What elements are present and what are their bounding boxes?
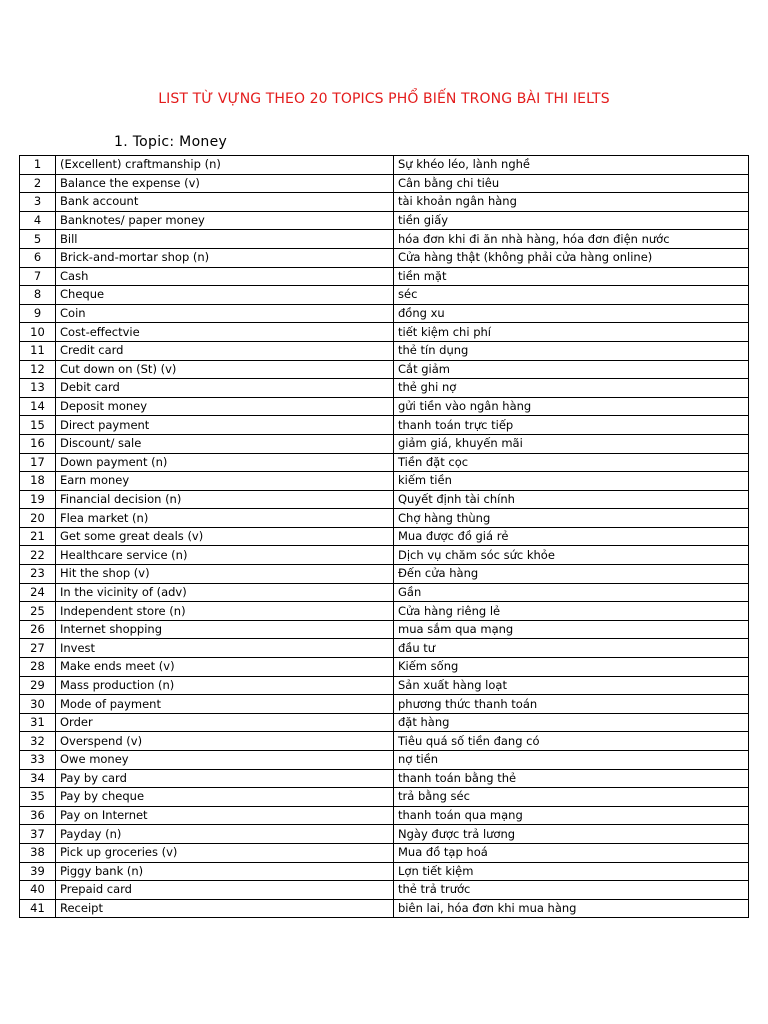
english-term: Pay by cheque [56, 788, 394, 807]
row-number: 12 [20, 360, 56, 379]
english-term: Piggy bank (n) [56, 862, 394, 881]
english-term: Earn money [56, 472, 394, 491]
vietnamese-meaning: phương thức thanh toán [394, 695, 749, 714]
table-row [20, 546, 749, 565]
english-term: Pick up groceries (v) [56, 843, 394, 862]
row-number: 30 [20, 695, 56, 714]
english-term: Make ends meet (v) [56, 658, 394, 677]
table-row [20, 751, 749, 770]
table-row [20, 583, 749, 602]
row-number: 8 [20, 286, 56, 305]
table-row [20, 434, 749, 453]
vietnamese-meaning: tiền giấy [394, 211, 749, 230]
vietnamese-meaning: thẻ trả trước [394, 881, 749, 900]
english-term: Bill [56, 230, 394, 249]
table-row [20, 341, 749, 360]
vietnamese-meaning: Cắt giảm [394, 360, 749, 379]
row-number: 31 [20, 713, 56, 732]
vocabulary-table [19, 155, 749, 918]
row-number: 27 [20, 639, 56, 658]
english-term: Debit card [56, 379, 394, 398]
english-term: Cost-effectvie [56, 323, 394, 342]
table-row [20, 899, 749, 918]
english-term: Owe money [56, 751, 394, 770]
row-number: 35 [20, 788, 56, 807]
row-number: 22 [20, 546, 56, 565]
row-number: 10 [20, 323, 56, 342]
english-term: Prepaid card [56, 881, 394, 900]
table-row [20, 527, 749, 546]
table-row [20, 881, 749, 900]
vietnamese-meaning: thanh toán bằng thẻ [394, 769, 749, 788]
vietnamese-meaning: Dịch vụ chăm sóc sức khỏe [394, 546, 749, 565]
table-row [20, 472, 749, 491]
table-row [20, 230, 749, 249]
english-term: Internet shopping [56, 620, 394, 639]
table-row [20, 769, 749, 788]
vietnamese-meaning: tiền mặt [394, 267, 749, 286]
table-row [20, 732, 749, 751]
row-number: 19 [20, 490, 56, 509]
table-row [20, 360, 749, 379]
table-row [20, 695, 749, 714]
vietnamese-meaning: mua sắm qua mạng [394, 620, 749, 639]
english-term: Invest [56, 639, 394, 658]
row-number: 21 [20, 527, 56, 546]
english-term: Mode of payment [56, 695, 394, 714]
row-number: 6 [20, 248, 56, 267]
english-term: Pay by card [56, 769, 394, 788]
section-heading: 1. Topic: Money [114, 134, 228, 150]
english-term: In the vicinity of (adv) [56, 583, 394, 602]
vietnamese-meaning: Chợ hàng thùng [394, 509, 749, 528]
row-number: 33 [20, 751, 56, 770]
row-number: 24 [20, 583, 56, 602]
english-term: Hit the shop (v) [56, 565, 394, 584]
row-number: 11 [20, 341, 56, 360]
english-term: (Excellent) craftmanship (n) [56, 156, 394, 175]
row-number: 32 [20, 732, 56, 751]
vietnamese-meaning: hóa đơn khi đi ăn nhà hàng, hóa đơn điện nước [394, 230, 749, 249]
vietnamese-meaning: Cân bằng chi tiêu [394, 174, 749, 193]
table-row [20, 639, 749, 658]
vietnamese-meaning: gửi tiền vào ngân hàng [394, 397, 749, 416]
vietnamese-meaning: thẻ tín dụng [394, 341, 749, 360]
table-row [20, 806, 749, 825]
vietnamese-meaning: tiết kiệm chi phí [394, 323, 749, 342]
vietnamese-meaning: Tiêu quá số tiền đang có [394, 732, 749, 751]
vietnamese-meaning: Đến cửa hàng [394, 565, 749, 584]
english-term: Cut down on (St) (v) [56, 360, 394, 379]
table-row [20, 304, 749, 323]
row-number: 28 [20, 658, 56, 677]
english-term: Cheque [56, 286, 394, 305]
vietnamese-meaning: Gần [394, 583, 749, 602]
vietnamese-meaning: Quyết định tài chính [394, 490, 749, 509]
english-term: Credit card [56, 341, 394, 360]
row-number: 9 [20, 304, 56, 323]
english-term: Financial decision (n) [56, 490, 394, 509]
row-number: 1 [20, 156, 56, 175]
table-row [20, 323, 749, 342]
table-row [20, 658, 749, 677]
english-term: Coin [56, 304, 394, 323]
english-term: Receipt [56, 899, 394, 918]
table-row [20, 453, 749, 472]
english-term: Mass production (n) [56, 676, 394, 695]
vietnamese-meaning: Mua được đồ giá rẻ [394, 527, 749, 546]
vietnamese-meaning: thẻ ghi nợ [394, 379, 749, 398]
row-number: 26 [20, 620, 56, 639]
table-row [20, 620, 749, 639]
table-row [20, 286, 749, 305]
row-number: 34 [20, 769, 56, 788]
english-term: Cash [56, 267, 394, 286]
row-number: 36 [20, 806, 56, 825]
vietnamese-meaning: Ngày được trả lương [394, 825, 749, 844]
english-term: Discount/ sale [56, 434, 394, 453]
table-row [20, 490, 749, 509]
vietnamese-meaning: giảm giá, khuyến mãi [394, 434, 749, 453]
vietnamese-meaning: Tiền đặt cọc [394, 453, 749, 472]
vietnamese-meaning: Cửa hàng riêng lẻ [394, 602, 749, 621]
english-term: Overspend (v) [56, 732, 394, 751]
row-number: 15 [20, 416, 56, 435]
row-number: 20 [20, 509, 56, 528]
row-number: 23 [20, 565, 56, 584]
row-number: 37 [20, 825, 56, 844]
table-row [20, 509, 749, 528]
table-row [20, 788, 749, 807]
row-number: 3 [20, 193, 56, 212]
vietnamese-meaning: thanh toán qua mạng [394, 806, 749, 825]
row-number: 13 [20, 379, 56, 398]
table-row [20, 825, 749, 844]
vocabulary-table-body [20, 156, 749, 918]
english-term: Pay on Internet [56, 806, 394, 825]
vietnamese-meaning: Sự khéo léo, lành nghề [394, 156, 749, 175]
english-term: Payday (n) [56, 825, 394, 844]
table-row [20, 416, 749, 435]
row-number: 7 [20, 267, 56, 286]
row-number: 5 [20, 230, 56, 249]
table-row [20, 862, 749, 881]
vietnamese-meaning: đặt hàng [394, 713, 749, 732]
table-row [20, 602, 749, 621]
english-term: Down payment (n) [56, 453, 394, 472]
vietnamese-meaning: đồng xu [394, 304, 749, 323]
vietnamese-meaning: séc [394, 286, 749, 305]
table-row [20, 379, 749, 398]
row-number: 2 [20, 174, 56, 193]
vietnamese-meaning: nợ tiền [394, 751, 749, 770]
row-number: 18 [20, 472, 56, 491]
english-term: Independent store (n) [56, 602, 394, 621]
vietnamese-meaning: tài khoản ngân hàng [394, 193, 749, 212]
document-title: LIST TỪ VỰNG THEO 20 TOPICS PHỔ BIẾN TRONG BÀI THI IELTS [158, 91, 610, 107]
vietnamese-meaning: thanh toán trực tiếp [394, 416, 749, 435]
english-term: Healthcare service (n) [56, 546, 394, 565]
english-term: Deposit money [56, 397, 394, 416]
row-number: 17 [20, 453, 56, 472]
vietnamese-meaning: Mua đồ tạp hoá [394, 843, 749, 862]
table-row [20, 843, 749, 862]
english-term: Banknotes/ paper money [56, 211, 394, 230]
row-number: 14 [20, 397, 56, 416]
english-term: Get some great deals (v) [56, 527, 394, 546]
row-number: 38 [20, 843, 56, 862]
row-number: 40 [20, 881, 56, 900]
row-number: 41 [20, 899, 56, 918]
table-row [20, 676, 749, 695]
vietnamese-meaning: biên lai, hóa đơn khi mua hàng [394, 899, 749, 918]
row-number: 29 [20, 676, 56, 695]
table-row [20, 174, 749, 193]
vietnamese-meaning: trả bằng séc [394, 788, 749, 807]
table-row [20, 211, 749, 230]
english-term: Brick-and-mortar shop (n) [56, 248, 394, 267]
row-number: 39 [20, 862, 56, 881]
vietnamese-meaning: kiếm tiền [394, 472, 749, 491]
row-number: 4 [20, 211, 56, 230]
vietnamese-meaning: Lợn tiết kiệm [394, 862, 749, 881]
vietnamese-meaning: Kiếm sống [394, 658, 749, 677]
table-row [20, 565, 749, 584]
table-row [20, 156, 749, 175]
english-term: Balance the expense (v) [56, 174, 394, 193]
table-row [20, 713, 749, 732]
english-term: Bank account [56, 193, 394, 212]
row-number: 25 [20, 602, 56, 621]
english-term: Direct payment [56, 416, 394, 435]
table-row [20, 248, 749, 267]
table-row [20, 193, 749, 212]
english-term: Order [56, 713, 394, 732]
vietnamese-meaning: Cửa hàng thật (không phải cửa hàng online) [394, 248, 749, 267]
table-row [20, 267, 749, 286]
table-row [20, 397, 749, 416]
vietnamese-meaning: Sản xuất hàng loạt [394, 676, 749, 695]
vietnamese-meaning: đầu tư [394, 639, 749, 658]
row-number: 16 [20, 434, 56, 453]
english-term: Flea market (n) [56, 509, 394, 528]
